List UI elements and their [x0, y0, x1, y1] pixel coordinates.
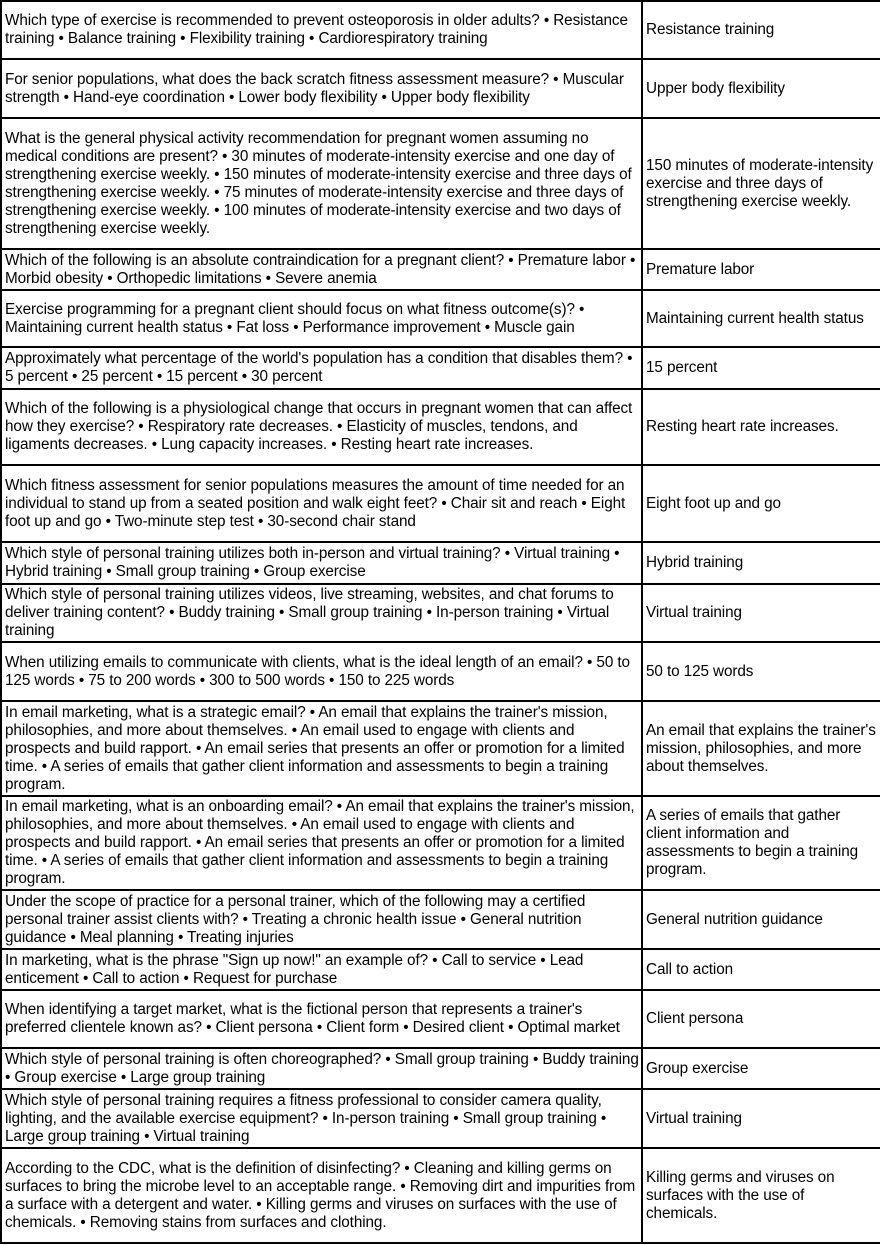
answer-cell: An email that explains the trainer's mission, philosophies, and more about themselves.: [642, 701, 880, 796]
table-row: [1, 1089, 880, 1148]
table-row: [1, 59, 880, 118]
question-cell: In marketing, what is the phrase "Sign up now!" an example of? • Call to service • Lead enticement • Call to action • Request for purchase: [1, 949, 642, 990]
question-cell: Which style of personal training utilizes both in-person and virtual training? • Virtual training • Hybrid training • Small group training • Group exercise: [1, 542, 642, 584]
table-row: [1, 949, 880, 990]
question-cell: Which of the following is an absolute contraindication for a pregnant client? • Premature labor • Morbid obesity • Orthopedic limitations • Severe anemia: [1, 249, 642, 290]
question-cell: Which style of personal training is often choreographed? • Small group training • Buddy training • Group exercise • Large group training: [1, 1048, 642, 1089]
answer-cell: 150 minutes of moderate-intensity exercise and three days of strengthening exercise weekly.: [642, 118, 880, 249]
table-body: [1, 1, 880, 1243]
question-cell: What is the general physical activity recommendation for pregnant women assuming no medical conditions are present? • 30 minutes of moderate-intensity exercise and one day of strengthening exercise weekly. • 150 minutes of moderate-intensity exercise and three days of strengthening exercise weekly. • 75 minutes of moderate-intensity exercise and three days of strengthening exercise weekly. • 100 minutes of moderate-intensity exercise and two days of strengthening exercise weekly.: [1, 118, 642, 249]
answer-cell: Killing germs and viruses on surfaces with the use of chemicals.: [642, 1148, 880, 1243]
answer-cell: Resting heart rate increases.: [642, 389, 880, 465]
table-row: [1, 890, 880, 949]
table-row: [1, 584, 880, 642]
table-row: [1, 990, 880, 1048]
table-row: [1, 389, 880, 465]
answer-cell: Virtual training: [642, 1089, 880, 1148]
answer-cell: Upper body flexibility: [642, 59, 880, 118]
table-row: [1, 249, 880, 290]
answer-cell: Eight foot up and go: [642, 465, 880, 542]
table-row: [1, 347, 880, 389]
question-cell: According to the CDC, what is the definition of disinfecting? • Cleaning and killing germs on surfaces to bring the microbe level to an acceptable range. • Removing dirt and impurities from a surface with a detergent and water. • Killing germs and viruses on surfaces with the use of chemicals. • Removing stains from surfaces and clothing.: [1, 1148, 642, 1243]
table-row: [1, 1, 880, 59]
answer-cell: Hybrid training: [642, 542, 880, 584]
question-cell: Which fitness assessment for senior populations measures the amount of time needed for an individual to stand up from a seated position and walk eight feet? • Chair sit and reach • Eight foot up and go • Two-minute step test • 30-second chair stand: [1, 465, 642, 542]
table-row: [1, 465, 880, 542]
table-row: [1, 642, 880, 701]
question-cell: Which style of personal training requires a fitness professional to consider camera quality, lighting, and the available exercise equipment? • In-person training • Small group training • Large group training • Virtual training: [1, 1089, 642, 1148]
answer-cell: Premature labor: [642, 249, 880, 290]
answer-cell: 50 to 125 words: [642, 642, 880, 701]
answer-cell: Call to action: [642, 949, 880, 990]
question-cell: For senior populations, what does the back scratch fitness assessment measure? • Muscular strength • Hand-eye coordination • Lower body flexibility • Upper body flexibility: [1, 59, 642, 118]
answer-cell: Client persona: [642, 990, 880, 1048]
table-row: [1, 1148, 880, 1243]
table-row: [1, 796, 880, 890]
question-cell: Which of the following is a physiological change that occurs in pregnant women that can affect how they exercise? • Respiratory rate decreases. • Elasticity of muscles, tendons, and ligaments decreases. • Lung capacity increases. • Resting heart rate increases.: [1, 389, 642, 465]
answer-cell: 15 percent: [642, 347, 880, 389]
question-cell: When utilizing emails to communicate with clients, what is the ideal length of an email? • 50 to 125 words • 75 to 200 words • 300 to 500 words • 150 to 225 words: [1, 642, 642, 701]
table-row: [1, 290, 880, 347]
question-cell: Approximately what percentage of the world's population has a condition that disables them? • 5 percent • 25 percent • 15 percent • 30 percent: [1, 347, 642, 389]
answer-cell: Group exercise: [642, 1048, 880, 1089]
answer-cell: Virtual training: [642, 584, 880, 642]
answer-cell: Maintaining current health status: [642, 290, 880, 347]
question-cell: Which type of exercise is recommended to prevent osteoporosis in older adults? • Resistance training • Balance training • Flexibility training • Cardiorespiratory training: [1, 1, 642, 59]
question-cell: Which style of personal training utilizes videos, live streaming, websites, and chat forums to deliver training content? • Buddy training • Small group training • In-person training • Virtual training: [1, 584, 642, 642]
table-row: [1, 118, 880, 249]
question-cell: Exercise programming for a pregnant client should focus on what fitness outcome(s)? • Maintaining current health status • Fat loss • Performance improvement • Muscle gain: [1, 290, 642, 347]
table-row: [1, 701, 880, 796]
answer-cell: General nutrition guidance: [642, 890, 880, 949]
question-cell: Under the scope of practice for a personal trainer, which of the following may a certified personal trainer assist clients with? • Treating a chronic health issue • General nutrition guidance • Meal planning • Treating injuries: [1, 890, 642, 949]
question-cell: When identifying a target market, what is the fictional person that represents a trainer's preferred clientele known as? • Client persona • Client form • Desired client • Optimal market: [1, 990, 642, 1048]
answer-cell: A series of emails that gather client information and assessments to begin a training program.: [642, 796, 880, 890]
question-cell: In email marketing, what is an onboarding email? • An email that explains the trainer's mission, philosophies, and more about themselves. • An email used to engage with clients and prospects and build rapport. • An email series that presents an offer or promotion for a limited time. • A series of emails that gather client information and assessments to begin a training program.: [1, 796, 642, 890]
question-cell: In email marketing, what is a strategic email? • An email that explains the trainer's mission, philosophies, and more about themselves. • An email used to engage with clients and prospects and build rapport. • An email series that presents an offer or promotion for a limited time. • A series of emails that gather client information and assessments to begin a training program.: [1, 701, 642, 796]
table-row: [1, 542, 880, 584]
table-row: [1, 1048, 880, 1089]
answer-cell: Resistance training: [642, 1, 880, 59]
